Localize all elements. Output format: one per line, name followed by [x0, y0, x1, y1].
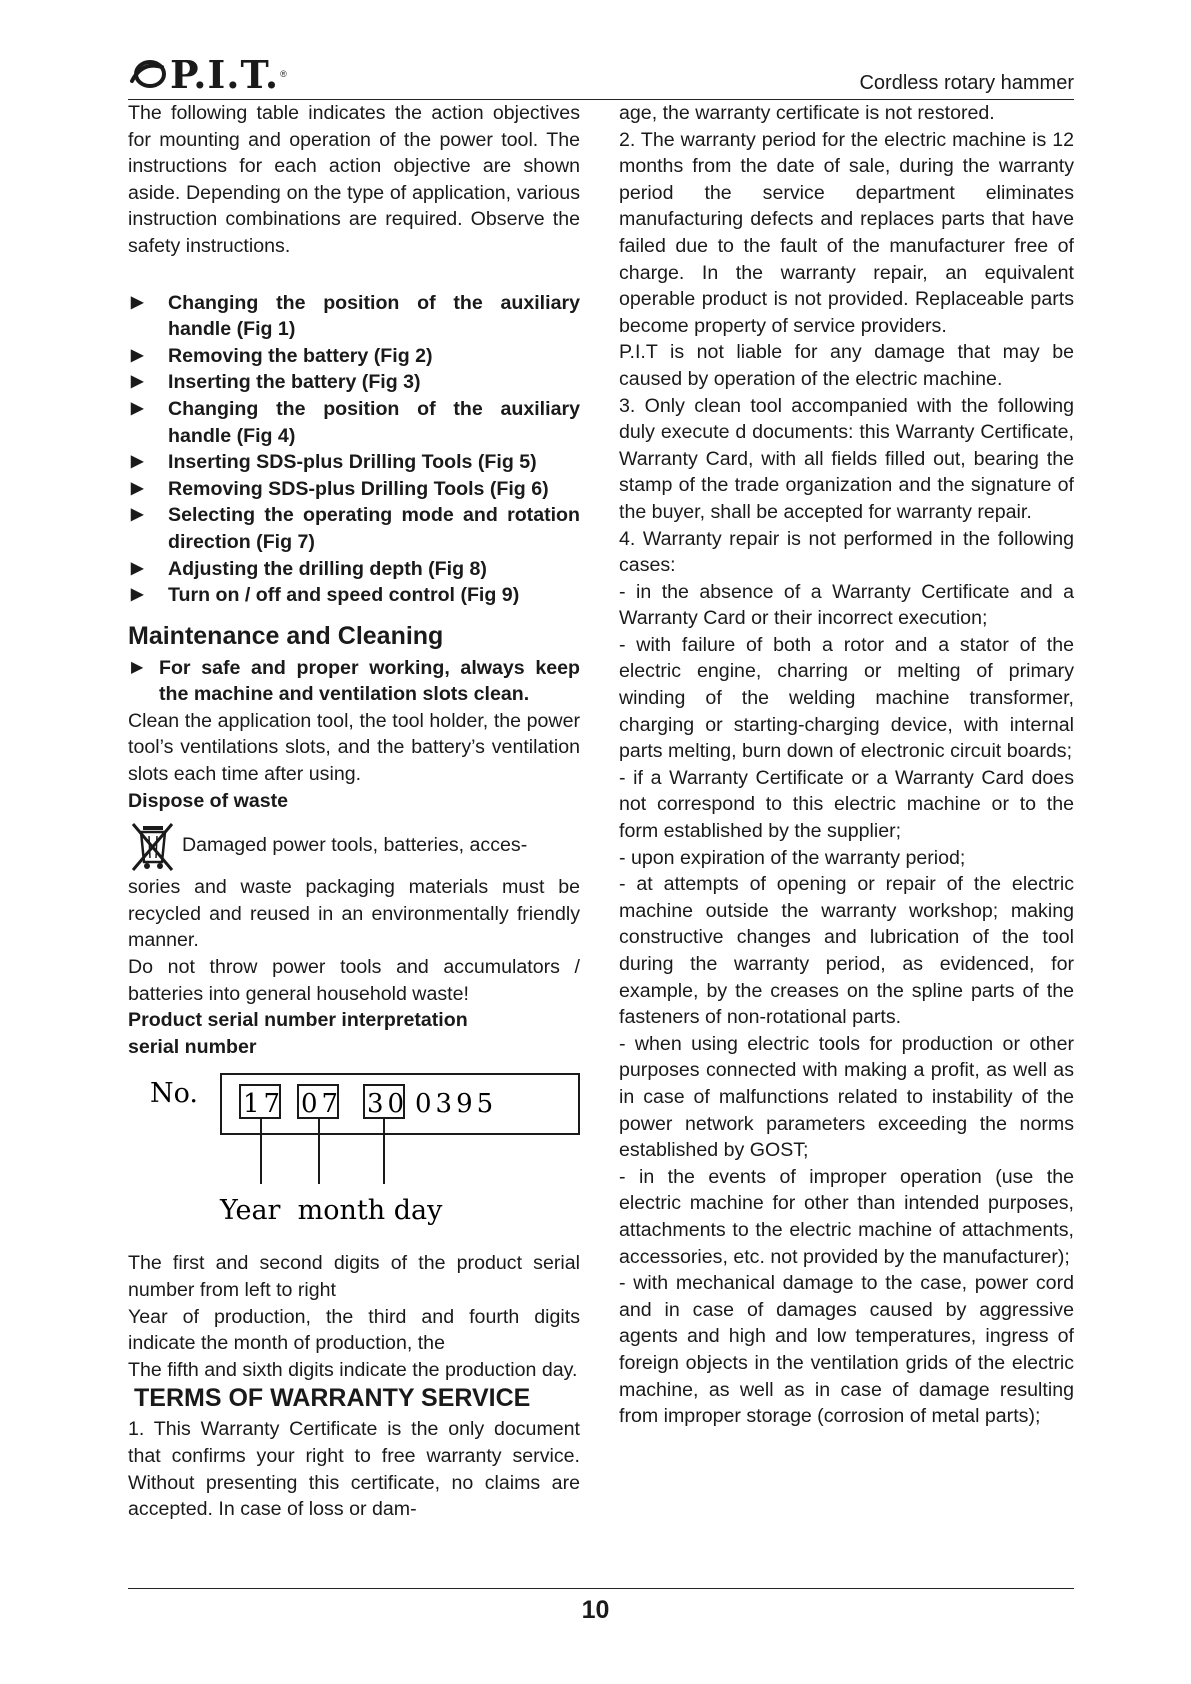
warranty-paragraph: - with failure of both a rotor and a stator of the electric engine, charring or melting of primary winding of the welding machine transformer, charging or starting-charging device, with internal parts melting, burn down of electronic circuit boards;: [619, 633, 1074, 763]
warranty-paragraph: - if a Warranty Certificate or a Warranty Card does not correspond to this electric machine or to the form established by the supplier;: [619, 766, 1074, 843]
list-item: ▶ Removing the battery (Fig 2): [128, 343, 580, 370]
serial-number-diagram: [128, 1062, 580, 1250]
warranty-paragraph: P.I.T is not liable for any damage that may be caused by operation of the electric machine.: [619, 341, 1074, 390]
serial-subheading: serial number: [128, 1035, 257, 1058]
page-header: [128, 52, 1074, 98]
brand-logo: [128, 52, 287, 96]
warranty-paragraph: 4. Warranty repair is not performed in the following cases:: [619, 527, 1074, 577]
warranty-paragraph: - with mechanical damage to the case, power cord and in case of damages caused by aggressive agents and high and low temperatures, ingress of foreign objects in the ventilation grids of the electric machine, as well as in case of damage resulting from improper storage (corrosion of metal parts);: [619, 1272, 1074, 1428]
serial-legend: Year month day: [220, 1195, 443, 1227]
warranty-paragraph: 2. The warranty period for the electric machine is 12 months from the date of sale, during the warranty period the service department eliminates manufacturing defects and replaces parts that have failed due to the fault of the manufacturer free of charge. In the warranty repair, an equivalent operable product is not provided. Replaceable parts become property of service providers.: [619, 128, 1074, 337]
list-item: ▶ Selecting the operating mode and rotation direction (Fig 7): [128, 502, 580, 555]
list-item: ▶ Changing the position of the auxiliary handle (Fig 1): [128, 290, 580, 343]
document-title: Cordless rotary hammer: [859, 72, 1074, 94]
serial-prefix: No.: [150, 1078, 198, 1110]
serial-month: 07: [301, 1089, 343, 1120]
warranty-paragraph: - at attempts of opening or repair of the electric machine outside the warranty workshop; making constructive changes and lubrication of the tool during the warranty period, as evidenced, for example, by the creases on the spline parts of the fasteners of non-rotational parts.: [619, 873, 1074, 1029]
list-item: ▶ Changing the position of the auxiliary handle (Fig 4): [128, 396, 580, 449]
list-item: ▶ Removing SDS-plus Drilling Tools (Fig 6): [128, 476, 580, 503]
serial-heading: Product serial number interpretation: [128, 1009, 468, 1032]
list-item: ▶ Turn on / off and speed control (Fig 9): [128, 582, 580, 609]
list-item: ▶ Inserting the battery (Fig 3): [128, 369, 580, 396]
serial-day: 30: [367, 1089, 409, 1120]
list-item: ▶ Adjusting the drilling depth (Fig 8): [128, 556, 580, 583]
dispose-block: [128, 818, 580, 874]
maintenance-note: ▶ For safe and proper working, always keep the machine and ventilation slots clean.: [128, 655, 580, 708]
warranty-paragraph: age, the warranty certificate is not restored.: [619, 102, 995, 124]
list-item: ▶ Inserting SDS-plus Drilling Tools (Fig 5): [128, 449, 580, 476]
dispose-heading: Dispose of waste: [128, 789, 289, 812]
intro-paragraph: The following table indicates the action objectives for mounting and operation of the power tool. The instructions for each action objective are shown aside. Depending on the type of application, various instruction combinations are required. Observe the safety instructions.: [128, 102, 580, 257]
spacer: [128, 260, 580, 290]
warranty-paragraph: 3. Only clean tool accompanied with the following duly execute d documents: this Warranty Certificate, Warranty Card, with all fields filled out, bearing the stamp of the trade organization and the signature of the buyer, shall be accepted for warranty repair.: [619, 394, 1074, 523]
serial-paragraph-3: The fifth and sixth digits indicate the production day.: [128, 1358, 578, 1381]
warranty-paragraph: - upon expiration of the warranty period;: [619, 846, 966, 869]
crossed-out-bin-icon: [128, 818, 178, 874]
dispose-paragraph: sories and waste packaging materials must be recycled and reused in an environmentally friendly manner.: [128, 876, 580, 952]
warranty-paragraph: - in the absence of a Warranty Certificate and a Warranty Card or their incorrect execution;: [619, 580, 1074, 630]
action-list: [128, 290, 580, 609]
logo-swirl-icon: [128, 57, 168, 91]
warranty-paragraph: - when using electric tools for production or other purposes connected with making a profit, as well as in case of malfunctions related to instability of the power network parameters exceeding the norms established by GOST;: [619, 1032, 1074, 1162]
warranty-heading: TERMS OF WARRANTY SERVICE: [134, 1384, 531, 1413]
serial-paragraph-1: The first and second digits of the product serial number from left to right: [128, 1252, 580, 1301]
left-column: [128, 100, 580, 1523]
warranty-paragraph: - in the events of improper operation (use the electric machine for other than intended purposes, attachments to the electric machine of attachments, accessories, etc. not provided by the manufacturer);: [619, 1165, 1074, 1268]
serial-diagram-svg: [128, 1062, 580, 1250]
serial-year: 17: [243, 1089, 285, 1120]
page-number: 10: [581, 1596, 610, 1624]
logo-text: P.I.T.: [170, 51, 280, 97]
registered-mark: ®: [280, 69, 287, 79]
maintenance-paragraph: Clean the application tool, the tool holder, the power tool’s ventilations slots, and the battery’s ventilation slots each time after using.: [128, 709, 580, 786]
footer-divider: [128, 1588, 1074, 1589]
serial-rest: 0395: [415, 1089, 498, 1120]
dispose-inline-text: Damaged power tools, batteries, acces-: [182, 834, 528, 857]
warranty-paragraph-1: 1. This Warranty Certificate is the only document that confirms your right to free warranty service. Without presenting this certificate, no claims are accepted. In case of loss or dam-: [128, 1418, 580, 1521]
right-column: [619, 100, 1074, 1430]
maintenance-heading: Maintenance and Cleaning: [128, 621, 444, 650]
dispose-paragraph-2: Do not throw power tools and accumulators / batteries into general household waste!: [128, 956, 580, 1005]
serial-paragraph-2: Year of production, the third and fourth digits indicate the month of production, the: [128, 1305, 580, 1355]
